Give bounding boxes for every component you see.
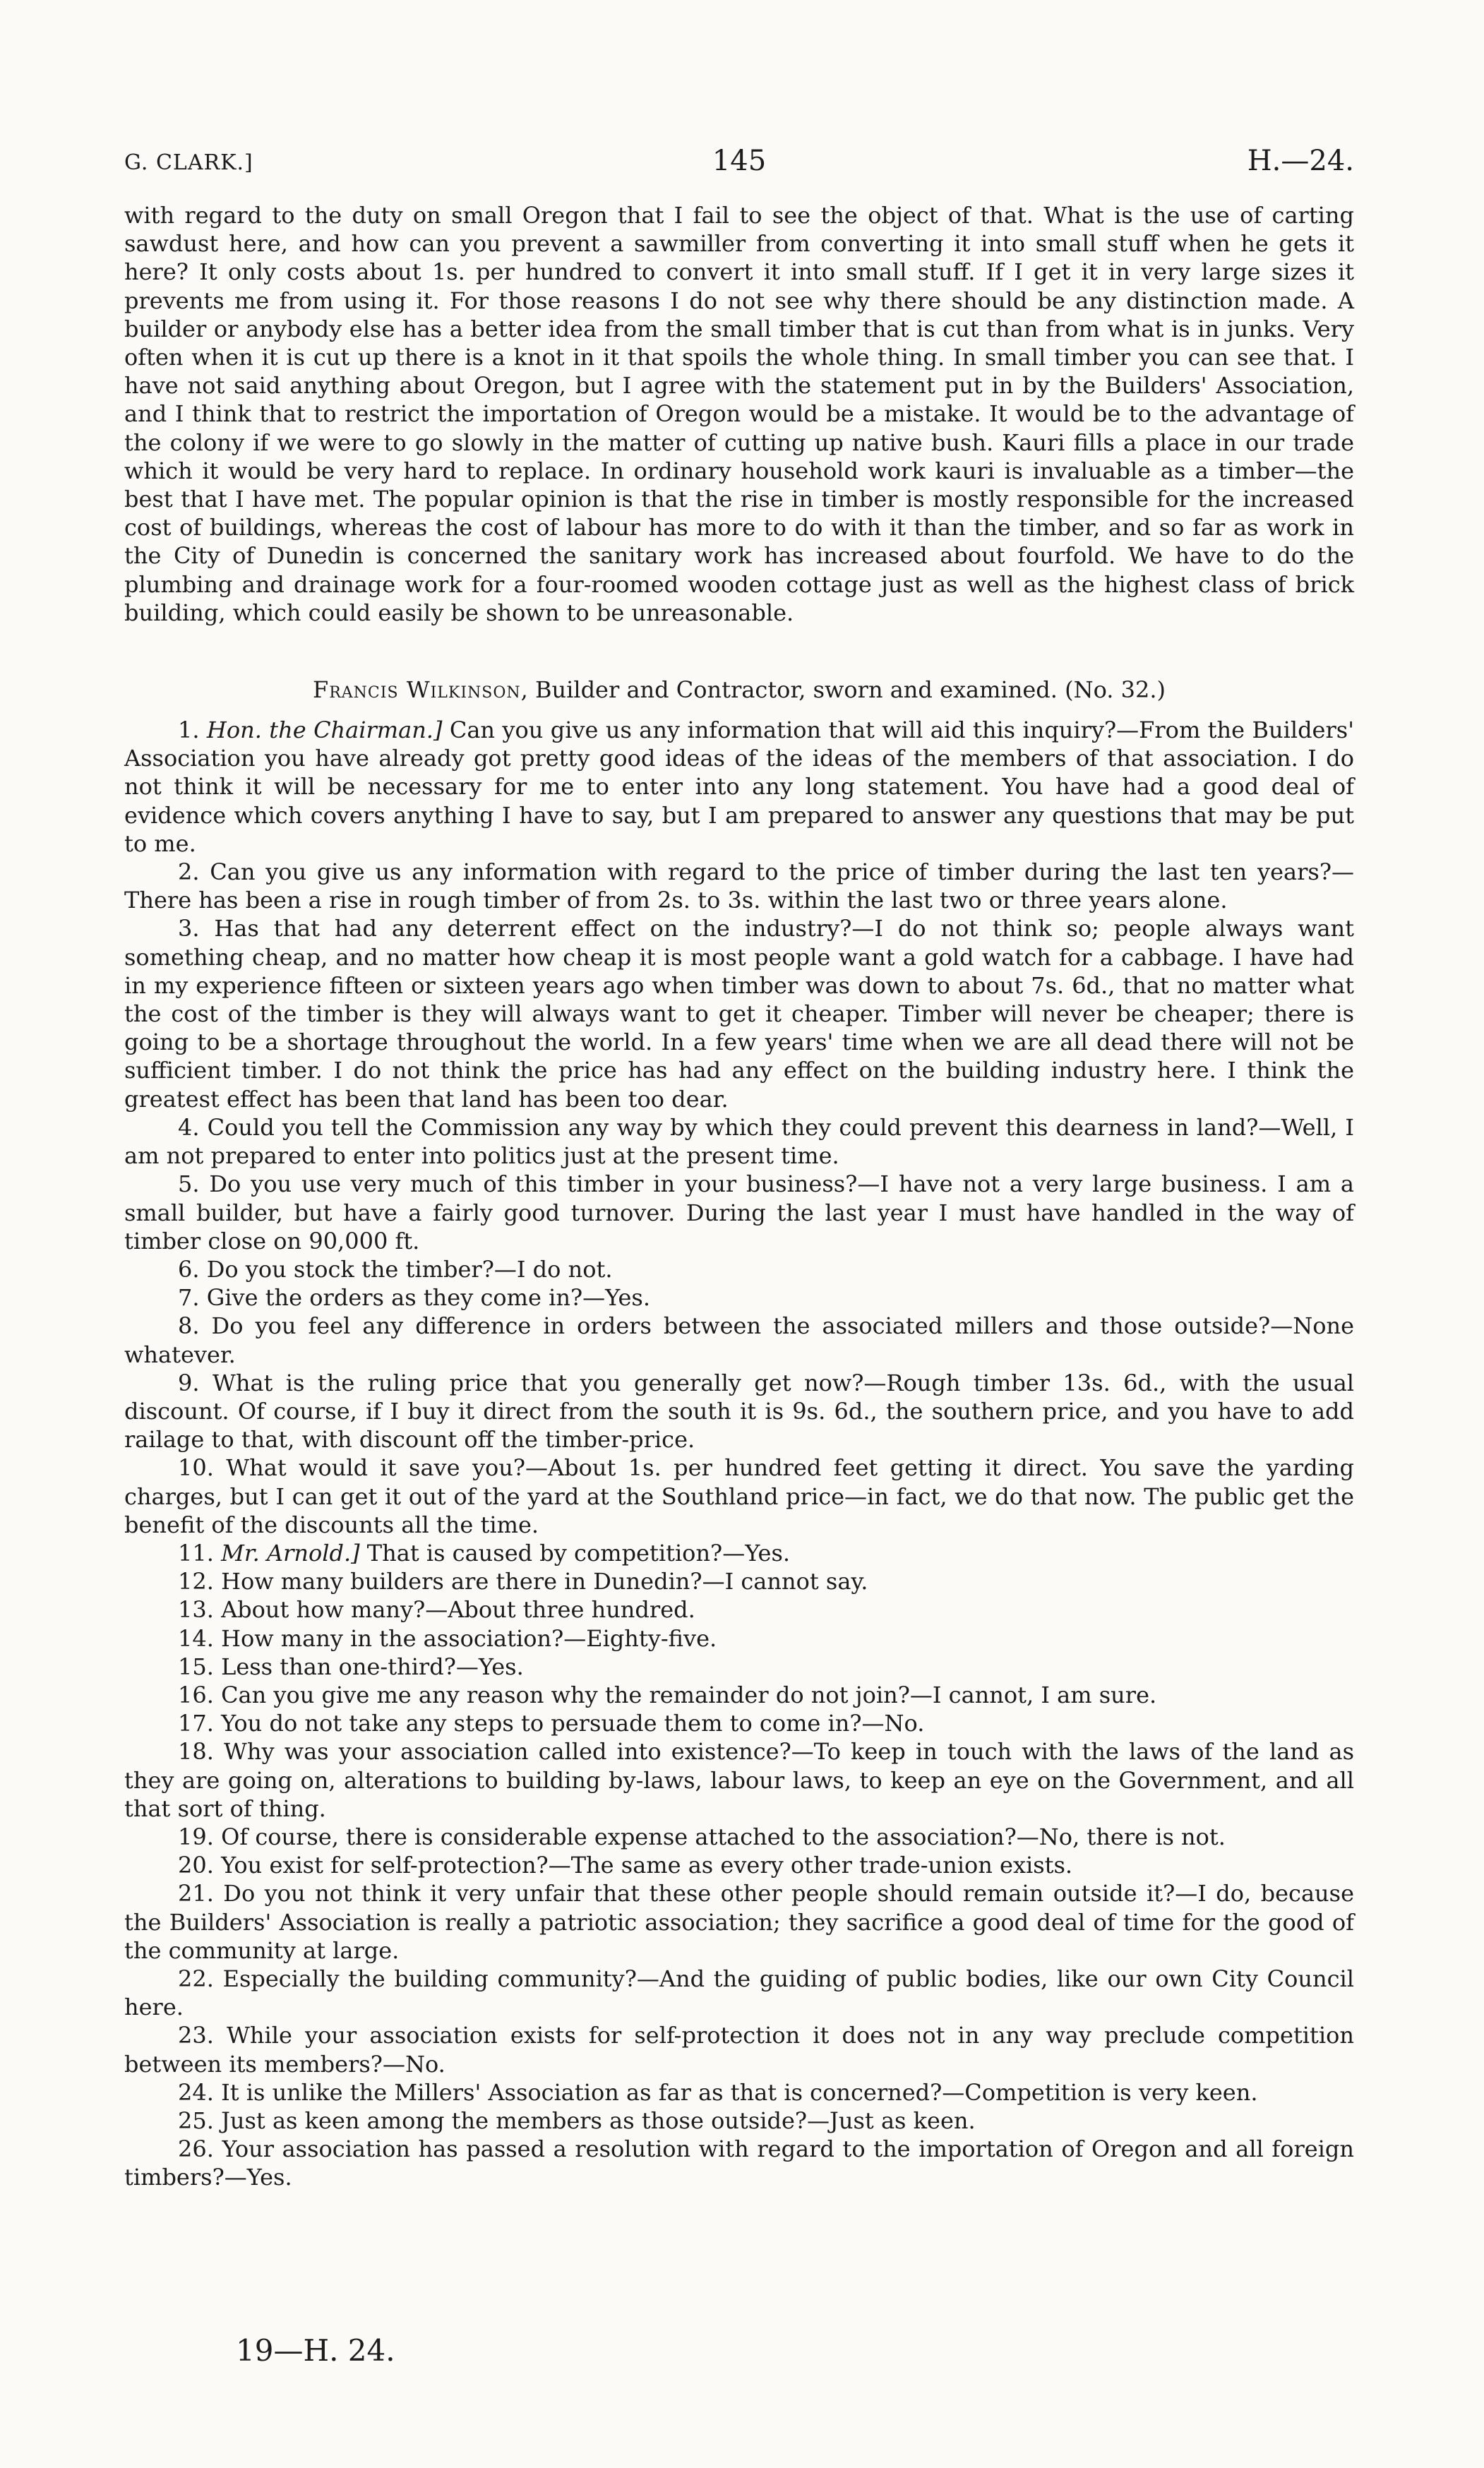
qa-text: Of course, there is considerable expense attached to the association?—No, there is not. bbox=[213, 1823, 1226, 1850]
qa-text: About how many?—About three hundred. bbox=[213, 1596, 695, 1624]
witness-description: , Builder and Contractor, sworn and examined. (No. 32.) bbox=[520, 676, 1166, 704]
qa-text: It is unlike the Millers' Association as far as that is concerned?—Competition is very keen. bbox=[213, 2078, 1258, 2106]
qa-number: 3. bbox=[178, 915, 200, 942]
qa-item bbox=[124, 716, 1354, 858]
qa-item bbox=[124, 914, 1354, 1113]
qa-text: How many in the association?—Eighty-five. bbox=[213, 1624, 717, 1652]
page-header bbox=[124, 145, 1354, 187]
page-body bbox=[124, 201, 1354, 2192]
qa-number: 14. bbox=[178, 1624, 214, 1652]
qa-item bbox=[124, 858, 1354, 914]
qa-item bbox=[124, 2107, 1354, 2135]
qa-speaker: Mr. Arnold.] bbox=[221, 1539, 360, 1567]
qa-item bbox=[124, 1737, 1354, 1823]
qa-item bbox=[124, 1170, 1354, 1255]
qa-number: 19. bbox=[178, 1823, 214, 1850]
witness-heading bbox=[124, 676, 1354, 703]
qa-number: 5. bbox=[178, 1170, 200, 1198]
qa-item bbox=[124, 1653, 1354, 1681]
qa-text: Less than one-third?—Yes. bbox=[213, 1653, 524, 1680]
qa-number: 17. bbox=[178, 1710, 214, 1737]
qa-number: 7. bbox=[178, 1284, 200, 1312]
qa-item bbox=[124, 1595, 1354, 1624]
qa-text: Just as keen among the members as those outside?—Just as keen. bbox=[213, 2107, 976, 2134]
qa-text: Do you use very much of this timber in your business?—I have not a very large business. I am a small builder, but have a fairly good turnover. During the last year I must have handled in the way of timber close on 90,000 ft. bbox=[124, 1170, 1354, 1254]
qa-text: Give the orders as they come in?—Yes. bbox=[199, 1284, 650, 1312]
qa-text: Your association has passed a resolution with regard to the importation of Oregon and all foreign timbers?—Yes. bbox=[124, 2135, 1354, 2191]
qa-number: 24. bbox=[178, 2078, 214, 2106]
qa-item bbox=[124, 1851, 1354, 1879]
qa-text: What would it save you?—About 1s. per hundred feet getting it direct. You save the yarding charges, but I can get it out of the yard at the Southland price—in fact, we do that now. The public get the benefit of the discounts all the time. bbox=[124, 1454, 1354, 1538]
qa-number: 8. bbox=[178, 1312, 200, 1340]
qa-text: You exist for self-protection?—The same as every other trade-union exists. bbox=[213, 1852, 1073, 1879]
qa-text: Especially the building community?—And the guiding of public bodies, like our own City Council here. bbox=[124, 1965, 1354, 2021]
qa-item bbox=[124, 1624, 1354, 1653]
qa-item bbox=[124, 2135, 1354, 2191]
qa-text: Could you tell the Commission any way by which they could prevent this dearness in land?—Well, I am not prepared to enter into politics just at the present time. bbox=[124, 1113, 1354, 1170]
qa-item bbox=[124, 1879, 1354, 1965]
document-reference: H.—24. bbox=[1247, 145, 1354, 177]
qa-number: 2. bbox=[178, 858, 200, 886]
qa-text: Can you give me any reason why the remainder do not join?—I cannot, I am sure. bbox=[213, 1681, 1157, 1708]
witness-name: Francis Wilkinson bbox=[313, 676, 521, 704]
qa-item bbox=[124, 1823, 1354, 1851]
qa-number: 13. bbox=[178, 1596, 214, 1624]
qa-item bbox=[124, 1567, 1354, 1595]
qa-item bbox=[124, 1681, 1354, 1709]
page-footer: 19—H. 24. bbox=[236, 2333, 395, 2368]
qa-item bbox=[124, 2021, 1354, 2078]
qa-item bbox=[124, 2078, 1354, 2107]
qa-text: Has that had any deterrent effect on the industry?—I do not think so; people always want something cheap, and no matter how cheap it is most people want a gold watch for a cabbage. I have had in my experience fifteen or sixteen years ago when timber was down to about 7s. 6d., that no matter what the cost of the timber is they will always want to get it cheaper. Timber will never be cheaper; there is going to be a shortage throughout the world. In a few years' time when we are all dead there will not be sufficient timber. I do not think the price has had any effect on the building industry here. I think the greatest effect has been that land has been too dear. bbox=[124, 915, 1354, 1113]
qa-number: 18. bbox=[178, 1738, 214, 1766]
qa-number: 6. bbox=[178, 1255, 200, 1283]
qa-item bbox=[124, 1113, 1354, 1170]
qa-number: 25. bbox=[178, 2107, 214, 2134]
qa-number: 4. bbox=[178, 1113, 200, 1141]
qa-item bbox=[124, 1312, 1354, 1368]
qa-number: 11. bbox=[178, 1539, 214, 1567]
qa-number: 26. bbox=[178, 2135, 214, 2163]
qa-number: 21. bbox=[178, 1880, 214, 1907]
qa-text: How many builders are there in Dunedin?—I cannot say. bbox=[213, 1568, 868, 1595]
qa-number: 15. bbox=[178, 1653, 214, 1680]
qa-item bbox=[124, 1255, 1354, 1283]
qa-text: Do you stock the timber?—I do not. bbox=[199, 1255, 613, 1283]
qa-number: 12. bbox=[178, 1568, 214, 1595]
qa-number: 20. bbox=[178, 1852, 214, 1879]
header-witness-ref: G. CLARK.] bbox=[124, 150, 253, 175]
intro-paragraph: with regard to the duty on small Oregon that I fail to see the object of that. What is the use of carting sawdust here, and how can you prevent a sawmiller from converting it into small stuff when he gets it here? It only costs about 1s. per hundred to convert it into small stuff. If I get it in very large sizes it prevents me from using it. For those reasons I do not see why there should be any distinction made. A builder or anybody else has a better idea from the small timber that is cut than from what is in junks. Very often when it is cut up there is a knot in it that spoils the whole thing. In small timber you can see that. I have not said anything about Oregon, but I agree with the statement put in by the Builders' Association, and I think that to restrict the importation of Oregon would be a mistake. It would be to the advantage of the colony if we were to go slowly in the matter of cutting up native bush. Kauri fills a place in our trade which it would be very hard to replace. In ordinary household work kauri is invaluable as a timber—the best that I have met. The popular opinion is that the rise in timber is mostly responsible for the increased cost of buildings, whereas the cost of labour has more to do with it than the timber, and so far as work in the City of Dunedin is concerned the sanitary work has increased about fourfold. We have to do the plumbing and drainage work for a four-roomed wooden cottage just as well as the highest class of brick building, which could easily be shown to be unreasonable. bbox=[124, 202, 1354, 626]
qa-item bbox=[124, 1454, 1354, 1539]
qa-text: That is caused by competition?—Yes. bbox=[359, 1539, 791, 1567]
qa-text: You do not take any steps to persuade them to come in?—No. bbox=[213, 1710, 925, 1737]
qa-text: What is the ruling price that you generally get now?—Rough timber 13s. 6d., with the usual discount. Of course, if I buy it direct from the south it is 9s. 6d., the southern price, and you have to add railage to that, with discount off the timber-price. bbox=[124, 1369, 1354, 1454]
qa-text: Can you give us any information with regard to the price of timber during the last ten years?—There has been a rise in rough timber of from 2s. to 3s. within the last two or three years alone. bbox=[124, 858, 1354, 914]
qa-item bbox=[124, 1283, 1354, 1312]
qa-text: Why was your association called into existence?—To keep in touch with the laws of the land as they are going on, alterations to building by-laws, labour laws, to keep an eye on the Government, and all that sort of thing. bbox=[124, 1738, 1354, 1822]
qa-item bbox=[124, 1539, 1354, 1567]
qa-number: 16. bbox=[178, 1681, 214, 1708]
qa-text: Do you feel any difference in orders between the associated millers and those outside?—None whatever. bbox=[124, 1312, 1354, 1368]
qa-item bbox=[124, 1965, 1354, 2021]
qa-item bbox=[124, 1369, 1354, 1454]
qa-number: 1. bbox=[178, 717, 200, 744]
qa-text: Do you not think it very unfair that these other people should remain outside it?—I do, because the Builders' Association is really a patriotic association; they sacrifice a good deal of time for the good of the community at large. bbox=[124, 1880, 1354, 1964]
qa-number: 9. bbox=[178, 1369, 200, 1396]
qa-speaker: Hon. the Chairman.] bbox=[206, 717, 443, 744]
question-answer-list bbox=[124, 716, 1354, 2192]
qa-text: Can you give us any information that will aid this inquiry?—From the Builders' Association you have already got pretty good ideas of the ideas of the members of that association. I do not think it will be necessary for me to enter into any long statement. You have had a good deal of evidence which covers anything I have to say, but I am prepared to answer any questions that may be put to me. bbox=[124, 717, 1354, 857]
qa-number: 23. bbox=[178, 2022, 214, 2049]
qa-item bbox=[124, 1709, 1354, 1737]
qa-number: 10. bbox=[178, 1454, 214, 1482]
qa-text: While your association exists for self-protection it does not in any way preclude competition between its members?—No. bbox=[124, 2022, 1354, 2078]
page-number: 145 bbox=[712, 145, 767, 177]
qa-number: 22. bbox=[178, 1965, 214, 1992]
